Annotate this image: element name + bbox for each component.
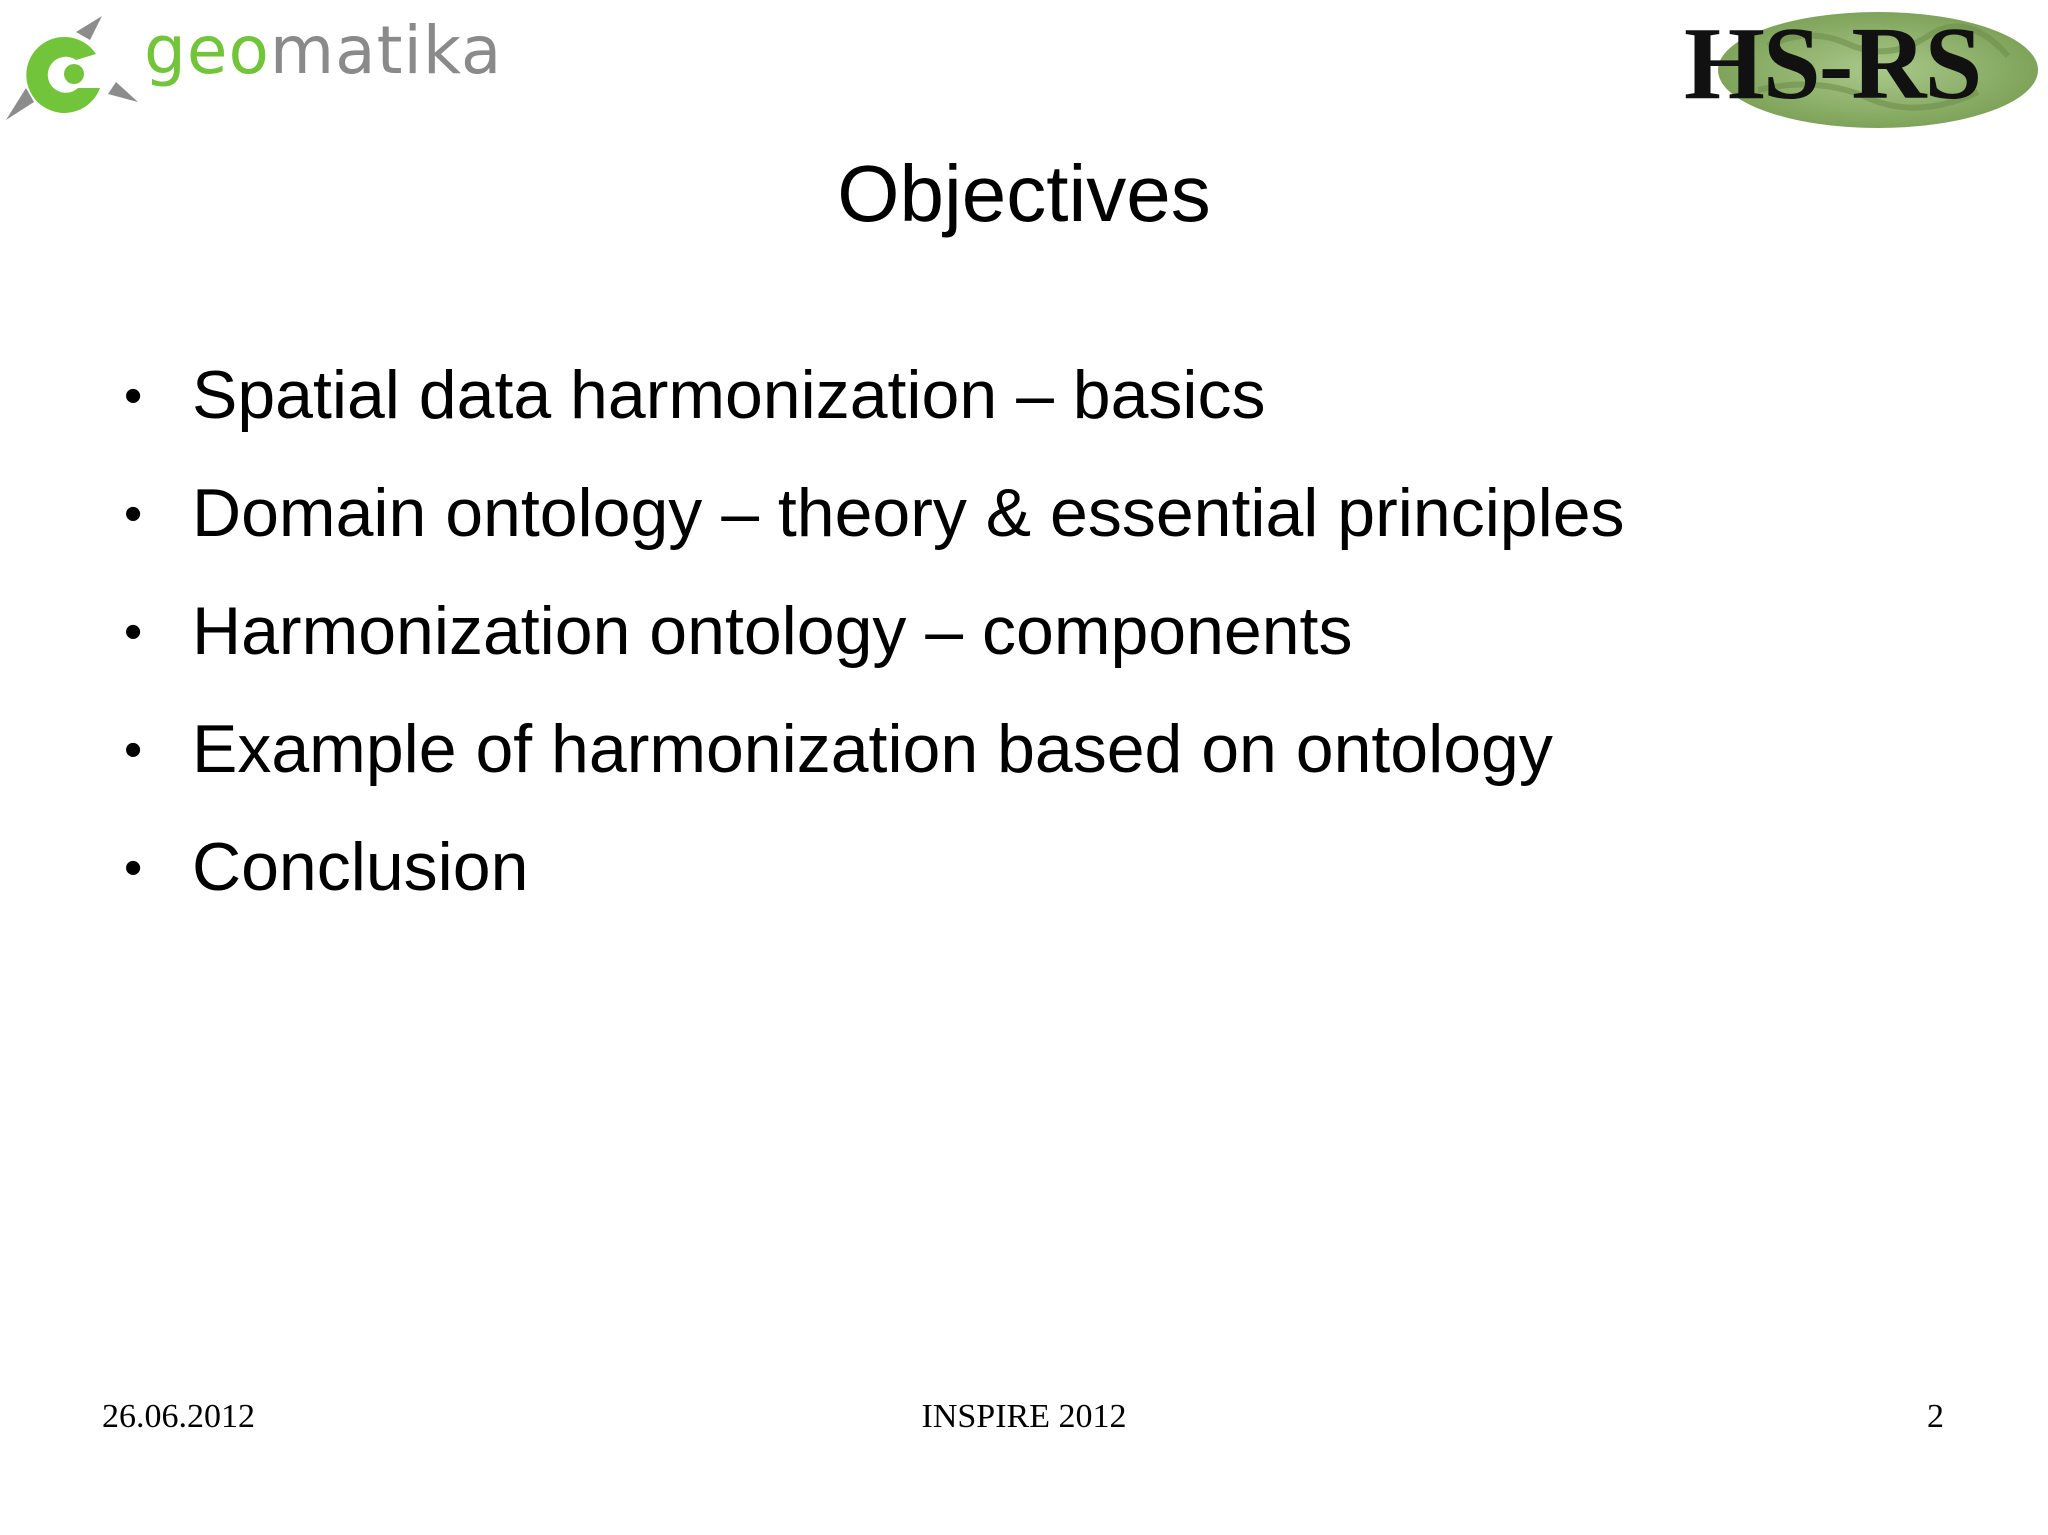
bullet-dot-icon: •	[124, 367, 143, 425]
geomatika-logo-matika: matika	[269, 12, 503, 89]
bullet-item	[120, 591, 1625, 709]
bullet-dot-icon: •	[124, 485, 143, 543]
footer-date: 26.06.2012	[102, 1398, 255, 1435]
bullet-dot-icon: •	[124, 839, 143, 897]
slide-title: Objectives	[837, 149, 1211, 238]
bullet-item	[120, 355, 1625, 473]
bullet-text: Domain ontology – theory & essential principles	[192, 475, 1625, 551]
bullet-dot-icon: •	[124, 721, 143, 779]
geomatika-logo-text	[144, 12, 503, 89]
geomatika-logo	[4, 10, 503, 130]
bullet-dot-icon: •	[124, 603, 143, 661]
bullet-item	[120, 709, 1625, 827]
bullet-item	[120, 827, 1625, 945]
bullet-item	[120, 473, 1625, 591]
footer-event: INSPIRE 2012	[921, 1398, 1127, 1435]
bullet-text: Conclusion	[192, 829, 529, 905]
bullet-list	[120, 355, 1625, 945]
geomatika-logo-mark-icon	[4, 10, 144, 130]
geomatika-logo-geo: geo	[144, 12, 270, 89]
hsrs-logo	[1678, 6, 2048, 130]
hsrs-logo-text: HS-RS	[1684, 6, 1981, 121]
bullet-text: Harmonization ontology – components	[192, 593, 1353, 669]
page-number: 2	[1927, 1398, 1944, 1435]
bullet-text: Example of harmonization based on ontology	[192, 711, 1553, 787]
bullet-text: Spatial data harmonization – basics	[192, 357, 1266, 433]
